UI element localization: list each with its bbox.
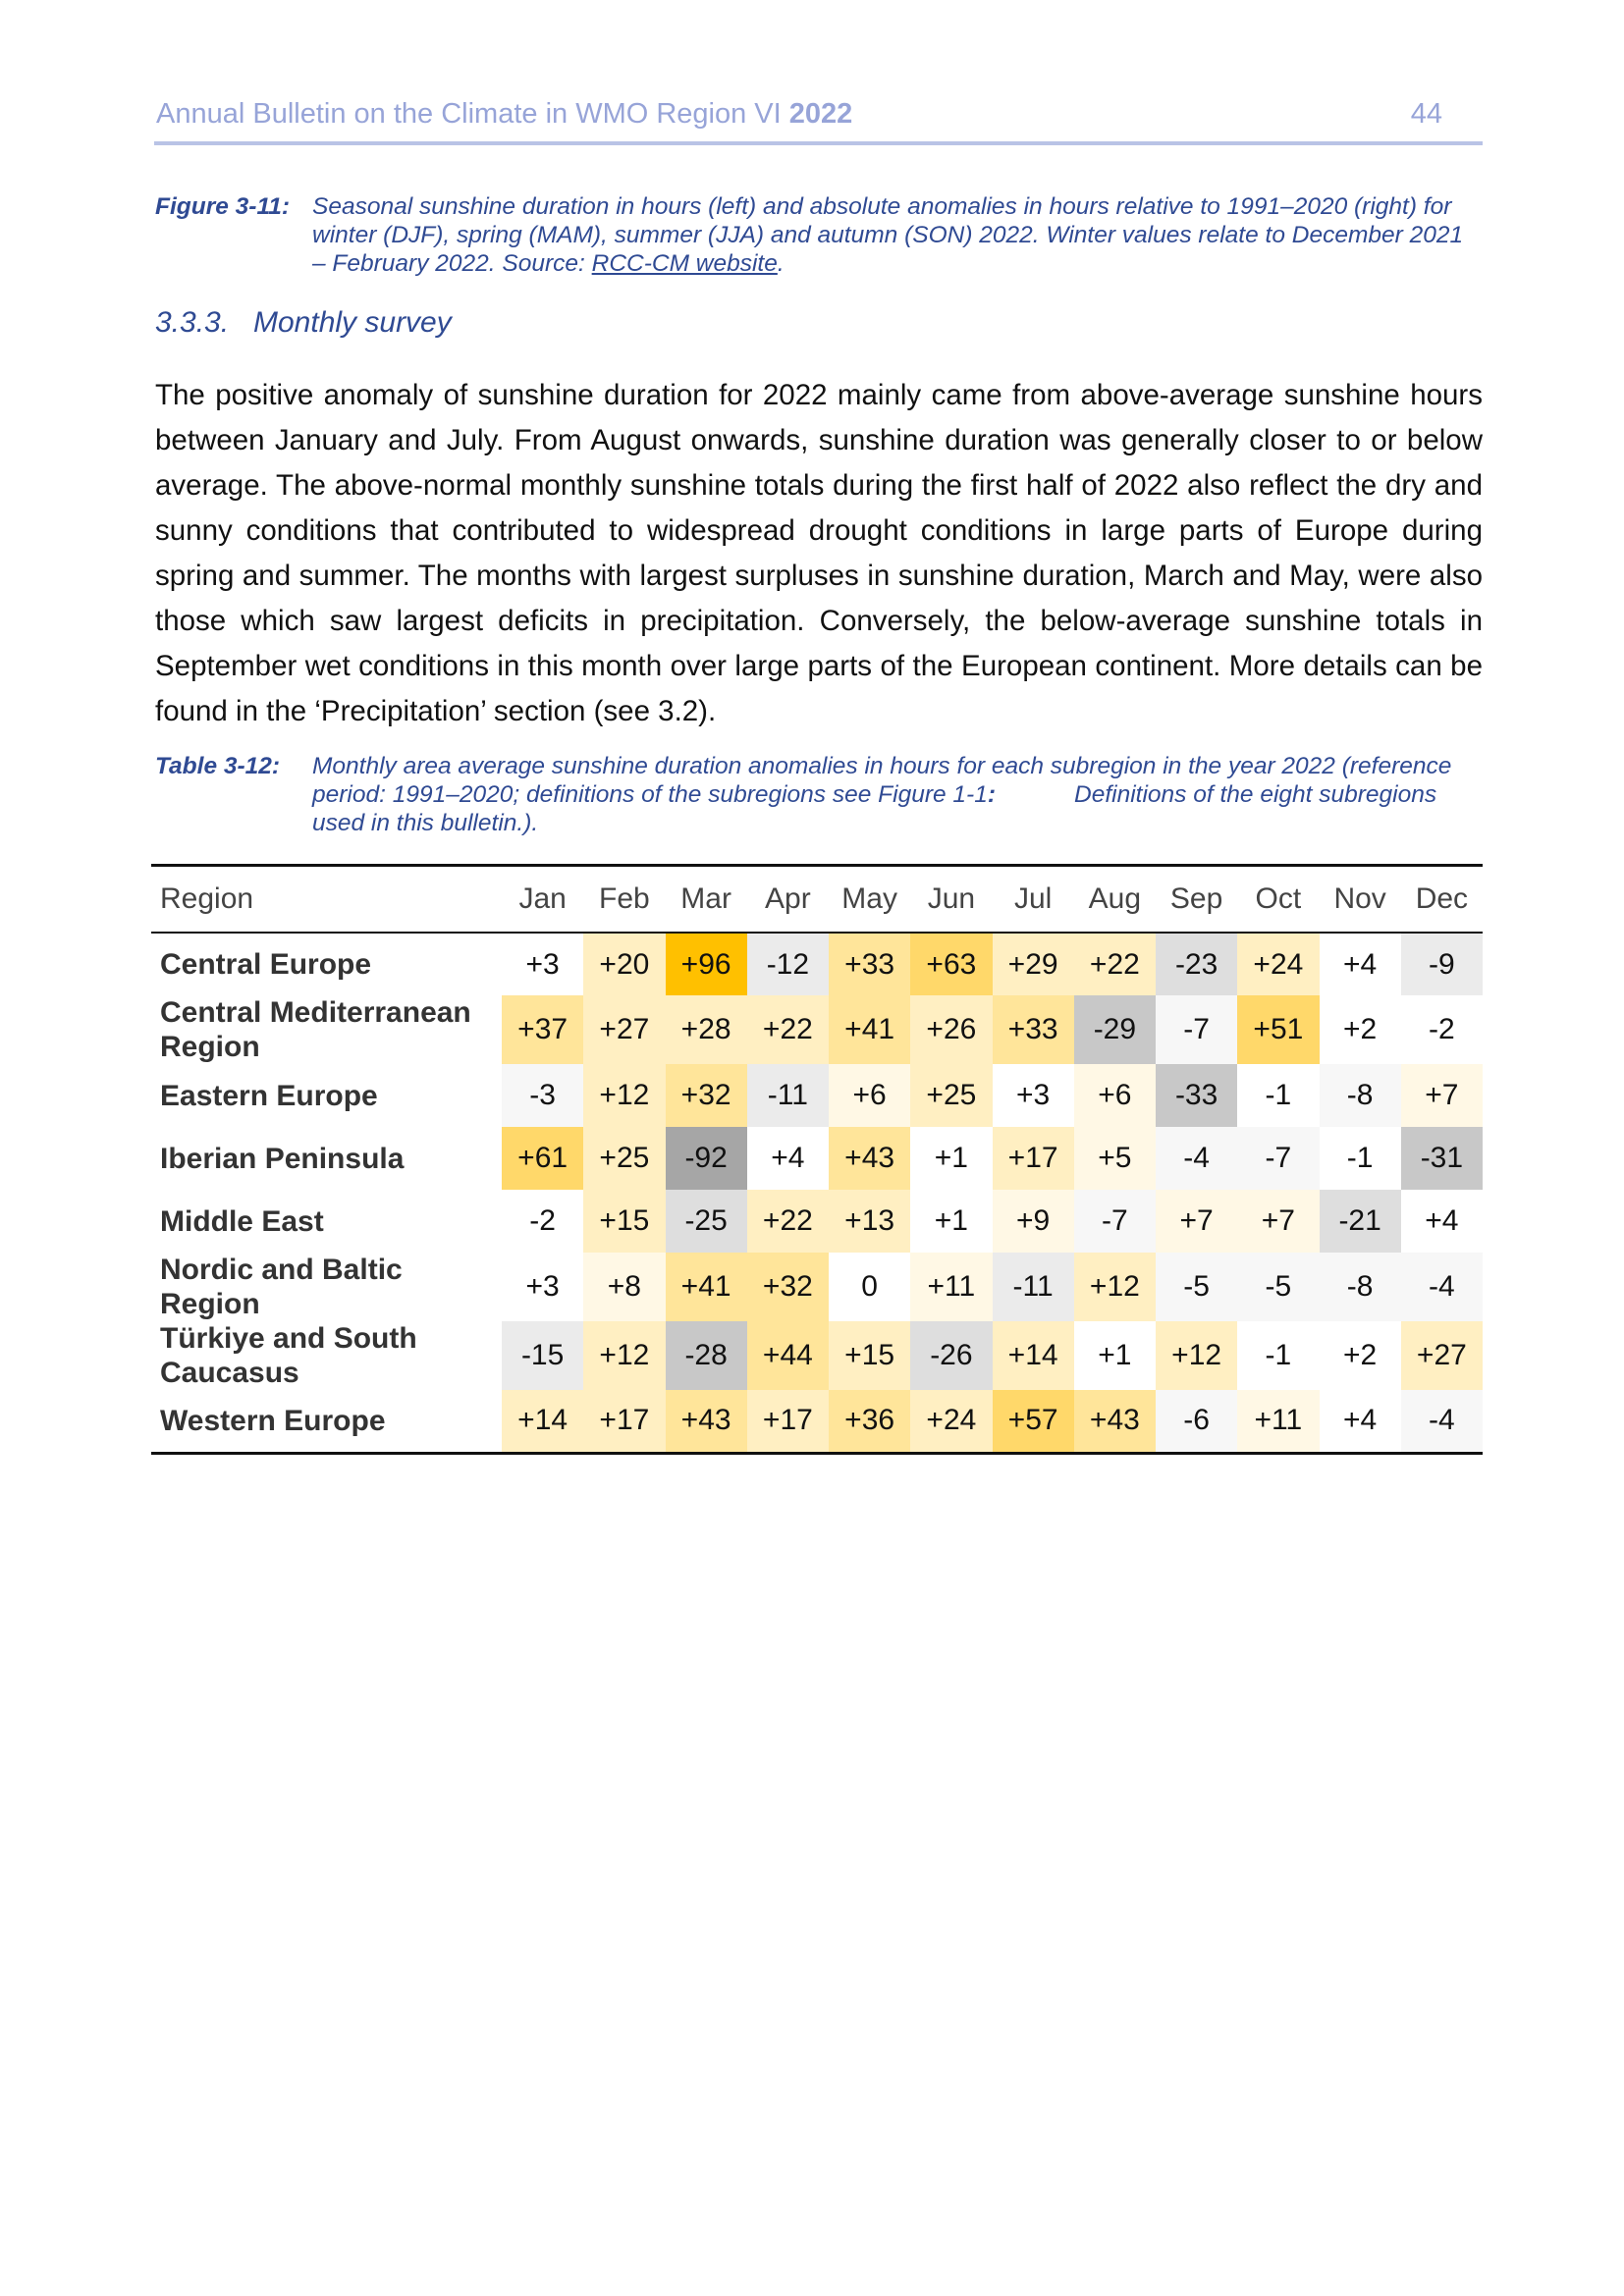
anomaly-cell: -5 (1237, 1253, 1319, 1321)
anomaly-cell: -21 (1320, 1190, 1401, 1253)
bulletin-title-text: Annual Bulletin on the Climate in WMO Region VI (156, 98, 782, 130)
anomaly-cell: +57 (993, 1390, 1074, 1453)
anomaly-cell: +1 (934, 1142, 968, 1174)
anomaly-cell: -11 (993, 1253, 1074, 1321)
anomaly-cell: -11 (747, 1064, 829, 1127)
anomaly-cell: -3 (502, 1064, 583, 1127)
anomaly-cell: +20 (583, 933, 665, 995)
table-row (151, 995, 1483, 1064)
figure-caption-text (312, 192, 1483, 278)
anomaly-cell: +27 (583, 995, 665, 1064)
anomaly-cell: +96 (666, 933, 747, 995)
anomaly-cell: +63 (910, 933, 992, 995)
region-name: Western Europe (151, 1390, 502, 1453)
sunshine-anomaly-table (151, 864, 1483, 1455)
anomaly-cell: +24 (1237, 933, 1319, 995)
anomaly-cell: -92 (666, 1127, 747, 1190)
anomaly-cell: -33 (1156, 1064, 1237, 1127)
anomaly-cell: -29 (1074, 995, 1156, 1064)
anomaly-cell: -7 (1237, 1127, 1319, 1190)
anomaly-cell: +12 (583, 1321, 665, 1390)
anomaly-cell: +29 (993, 933, 1074, 995)
anomaly-cell: +36 (829, 1390, 910, 1453)
figure-caption-label: Figure 3-11: (155, 193, 291, 220)
bulletin-year: 2022 (788, 98, 853, 130)
anomaly-cell: -23 (1156, 933, 1237, 995)
table-caption-colon: : (987, 781, 997, 808)
table-caption-text (312, 752, 1483, 837)
month-header: May (829, 866, 910, 934)
anomaly-cell: +28 (666, 995, 747, 1064)
anomaly-cell: +33 (993, 995, 1074, 1064)
month-header: Aug (1074, 866, 1156, 934)
anomaly-cell: +43 (666, 1390, 747, 1453)
anomaly-cell: +25 (910, 1064, 992, 1127)
month-header: Jun (910, 866, 992, 934)
table-caption-end: Definitions of the eight subregions used in this bulletin.). (312, 781, 1437, 836)
section-heading (155, 306, 452, 340)
anomaly-cell: +4 (1425, 1204, 1459, 1237)
anomaly-cell: +41 (666, 1253, 747, 1321)
page-number: 44 (1410, 98, 1442, 130)
anomaly-cell: +44 (747, 1321, 829, 1390)
anomaly-cell: +6 (1074, 1064, 1156, 1127)
anomaly-cell: +6 (829, 1064, 910, 1127)
anomaly-cell: +2 (1343, 1013, 1378, 1045)
anomaly-cell: -8 (1320, 1064, 1401, 1127)
figure-caption-body: Seasonal sunshine duration in hours (left) and absolute anomalies in hours relative to 1991–2020 (right) for winter (DJF), spring (MAM), summer (JJA) and autumn (SON) 2022. Winter values relate to December 2021 – February 2022. Source: (312, 193, 1464, 277)
anomaly-cell: -9 (1401, 933, 1483, 995)
section-title: Monthly survey (253, 306, 452, 339)
region-name: Central Europe (160, 948, 372, 981)
anomaly-cell: 0 (861, 1270, 878, 1303)
anomaly-cell: -4 (1401, 1390, 1483, 1453)
anomaly-cell: +7 (1156, 1190, 1237, 1253)
month-header: Nov (1320, 866, 1401, 934)
table-body (151, 933, 1483, 1453)
table-row (151, 1253, 1483, 1321)
anomaly-cell: +3 (525, 947, 560, 981)
body-paragraph: The positive anomaly of sunshine duration for 2022 mainly came from above-average sunshine hours between January and July. From August onwards, sunshine duration was generally closer to or below average. The above-normal monthly sunshine totals during the first half of 2022 also reflect the dry and sunny conditions that contributed to widespread drought conditions in large parts of Europe during spring and summer. The months with largest surpluses in sunshine duration, March and May, were also those which saw largest deficits in precipitation. Conversely, the below-average sunshine totals in September wet conditions in this month over large parts of the European continent. More details can be found in the ‘Precipitation’ section (see 3.2). (155, 379, 1483, 727)
anomaly-cell: +61 (502, 1127, 583, 1190)
bulletin-title (156, 98, 852, 131)
region-name: Middle East (160, 1204, 324, 1238)
anomaly-cell: -2 (529, 1204, 556, 1237)
anomaly-cell: +13 (829, 1190, 910, 1253)
anomaly-cell: -2 (1429, 1013, 1455, 1045)
table-caption-body: Monthly area average sunshine duration anomalies in hours for each subregion in the year 2022 (reference period: 1991–2020; definitions of the subregions see Figure 1-1 (312, 753, 1452, 808)
anomaly-cell: +12 (583, 1064, 665, 1127)
anomaly-cell: -7 (1156, 995, 1237, 1064)
anomaly-cell: +41 (829, 995, 910, 1064)
anomaly-cell: -6 (1156, 1390, 1237, 1453)
anomaly-cell: +7 (1237, 1190, 1319, 1253)
anomaly-cell: +32 (666, 1064, 747, 1127)
anomaly-cell: +11 (910, 1253, 992, 1321)
anomaly-cell: -1 (1265, 1079, 1292, 1111)
table-row (151, 1390, 1483, 1453)
anomaly-cell: +26 (910, 995, 992, 1064)
month-header: Mar (666, 866, 747, 934)
table-row (151, 1321, 1483, 1390)
month-header: Oct (1237, 866, 1319, 934)
anomaly-cell: -7 (1074, 1190, 1156, 1253)
anomaly-cell: -8 (1320, 1253, 1401, 1321)
anomaly-cell: +4 (1343, 947, 1378, 981)
section-number: 3.3.3. (155, 306, 230, 339)
region-name: Türkiye and South Caucasus (160, 1322, 417, 1389)
anomaly-cell: +12 (1074, 1253, 1156, 1321)
anomaly-cell: +2 (1343, 1339, 1378, 1371)
anomaly-cell: +15 (829, 1321, 910, 1390)
anomaly-cell: +43 (1074, 1390, 1156, 1453)
anomaly-cell: +3 (525, 1270, 560, 1303)
page-header (154, 94, 1483, 145)
region-name: Eastern Europe (160, 1079, 378, 1112)
anomaly-cell: +1 (1098, 1339, 1132, 1371)
anomaly-cell: +17 (747, 1390, 829, 1453)
anomaly-cell: +22 (1074, 933, 1156, 995)
figure-caption (155, 192, 1483, 283)
anomaly-cell: +1 (934, 1204, 968, 1237)
region-name: Central Mediterranean Region (160, 996, 471, 1063)
anomaly-cell: +25 (583, 1127, 665, 1190)
anomaly-cell: +17 (583, 1390, 665, 1453)
anomaly-cell: +4 (1320, 1390, 1401, 1453)
anomaly-cell: -26 (910, 1321, 992, 1390)
month-header: Dec (1401, 866, 1483, 934)
anomaly-cell: +37 (502, 995, 583, 1064)
anomaly-cell: +15 (583, 1190, 665, 1253)
anomaly-cell: +3 (1016, 1079, 1051, 1111)
anomaly-cell: -1 (1265, 1339, 1292, 1371)
anomaly-cell: +8 (583, 1253, 665, 1321)
anomaly-cell: +27 (1401, 1321, 1483, 1390)
anomaly-cell: -4 (1401, 1253, 1483, 1321)
anomaly-cell: +24 (910, 1390, 992, 1453)
anomaly-cell: +22 (747, 1190, 829, 1253)
anomaly-cell: +22 (747, 995, 829, 1064)
rcc-cm-website-link[interactable]: RCC-CM website (591, 250, 778, 277)
table-header-row (151, 866, 1483, 934)
month-header: Sep (1156, 866, 1237, 934)
anomaly-cell: +14 (502, 1390, 583, 1453)
anomaly-cell: +9 (993, 1190, 1074, 1253)
table-row (151, 1064, 1483, 1127)
region-name: Nordic and Baltic Region (160, 1254, 403, 1320)
month-header: Jan (502, 866, 583, 934)
anomaly-cell: +12 (1156, 1321, 1237, 1390)
anomaly-cell: +7 (1401, 1064, 1483, 1127)
anomaly-cell: -28 (666, 1321, 747, 1390)
anomaly-cell: +5 (1074, 1127, 1156, 1190)
anomaly-cell: -25 (666, 1190, 747, 1253)
anomaly-cell: +4 (771, 1142, 805, 1174)
figure-caption-end: . (777, 250, 785, 277)
table-row (151, 1127, 1483, 1190)
anomaly-cell: -4 (1156, 1127, 1237, 1190)
anomaly-cell: +51 (1237, 995, 1319, 1064)
anomaly-cell: +33 (829, 933, 910, 995)
anomaly-cell: -31 (1401, 1127, 1483, 1190)
anomaly-cell: +32 (747, 1253, 829, 1321)
table-caption-label: Table 3-12: (155, 753, 281, 779)
anomaly-cell: -1 (1346, 1142, 1374, 1174)
region-name: Iberian Peninsula (160, 1142, 405, 1175)
anomaly-cell: +43 (829, 1127, 910, 1190)
table-row (151, 933, 1483, 995)
anomaly-cell: +11 (1237, 1390, 1319, 1453)
anomaly-cell: -12 (747, 933, 829, 995)
anomaly-cell: +17 (993, 1127, 1074, 1190)
table-caption (155, 752, 1483, 840)
anomaly-cell: -5 (1156, 1253, 1237, 1321)
month-header: Jul (993, 866, 1074, 934)
anomaly-cell: +14 (993, 1321, 1074, 1390)
anomaly-cell: -15 (502, 1321, 583, 1390)
table-row (151, 1190, 1483, 1253)
month-header: Apr (747, 866, 829, 934)
region-column-header: Region (151, 866, 502, 934)
month-header: Feb (583, 866, 665, 934)
